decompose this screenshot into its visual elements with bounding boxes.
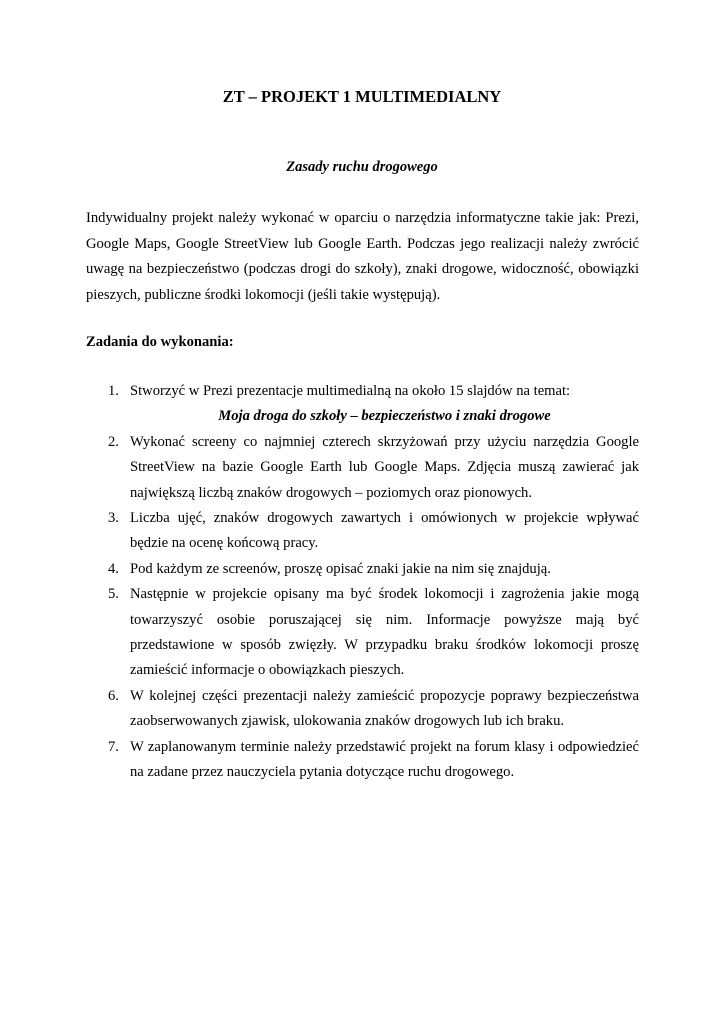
task-item-6 xyxy=(86,684,639,735)
task-number: 1. xyxy=(108,383,119,399)
task-text: Pod każdym ze screenów, proszę opisać znaki jakie na nim się znajdują. xyxy=(130,560,551,577)
task-item-3 xyxy=(86,506,639,557)
document-title: ZT – PROJEKT 1 MULTIMEDIALNY xyxy=(222,87,502,106)
intro-paragraph: Indywidualny projekt należy wykonać w oparciu o narzędzia informatyczne takie jak: Prezi, Google Maps, Google StreetView lub Google Earth. Podczas jego realizacji należy zwrócić uwagę na bezpieczeństwo (podczas drogi do szkoły), znaki drogowe, widoczność, obowiązki pieszych, publiczne środki lokomocji (jeśli takie występują). xyxy=(86,210,639,304)
task-text: W zaplanowanym terminie należy przedstawić projekt na forum klasy i odpowiedzieć na zadane przez nauczyciela pytania dotyczące ruchu drogowego. xyxy=(130,738,639,781)
tasks-heading: Zadania do wykonania: xyxy=(86,334,234,350)
document-subtitle: Zasady ruchu drogowego xyxy=(286,159,438,175)
task-item-1 xyxy=(86,379,639,430)
task-number: 3. xyxy=(108,510,119,527)
task-text: Wykonać screeny co najmniej czterech skrzyżowań przy użyciu narzędzia Google StreetView na bazie Google Earth lub Google Maps. Zdjęcia muszą zawierać jak największą liczbą znaków drogowych – poziomych oraz pionowych. xyxy=(130,433,639,501)
task-topic: Moja droga do szkoły – bezpieczeństwo i znaki drogowe xyxy=(218,408,551,425)
tasks-list xyxy=(86,379,639,786)
task-number: 4. xyxy=(108,560,119,577)
task-text: Liczba ujęć, znaków drogowych zawartych i omówionych w projekcie wpływać będzie na ocenę końcową pracy. xyxy=(130,510,639,552)
task-item-7 xyxy=(86,735,639,786)
task-number: 6. xyxy=(108,687,119,704)
task-item-5 xyxy=(86,582,639,684)
task-item-2 xyxy=(86,430,639,506)
task-number: 5. xyxy=(108,586,119,603)
task-item-4 xyxy=(86,557,639,582)
task-text: W kolejnej części prezentacji należy zamieścić propozycje poprawy bezpieczeństwa zaobserwowanych zjawisk, ulokowania znaków drogowych lub ich braku. xyxy=(130,687,639,730)
task-text: Stworzyć w Prezi prezentacje multimedialną na około 15 slajdów na temat: xyxy=(130,383,571,399)
task-number: 7. xyxy=(108,738,119,755)
task-number: 2. xyxy=(108,433,119,450)
task-text: Następnie w projekcie opisany ma być środek lokomocji i zagrożenia jakie mogą towarzyszyć osobie poruszającej się nim. Informacje powyższe mają być przedstawione w sposób zwięzły. W przypadku braku środków lokomocji proszę zamieścić informacje o obowiązkach pieszych. xyxy=(130,586,639,679)
